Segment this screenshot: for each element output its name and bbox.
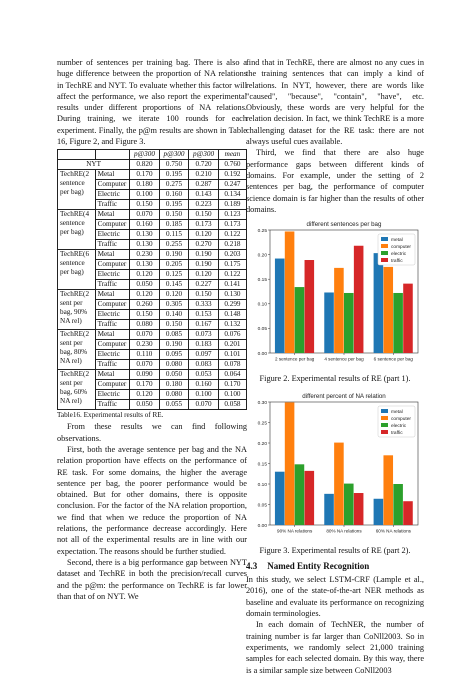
y-tick-label: 0.05 xyxy=(257,327,267,333)
table-cell: 0.167 xyxy=(189,320,219,330)
table-cell: 0.115 xyxy=(159,230,189,240)
section-heading xyxy=(246,561,424,571)
table-cell: 0.820 xyxy=(130,160,160,170)
table-cell: 0.180 xyxy=(130,180,160,190)
section-title: Named Entity Recognition xyxy=(267,561,370,572)
table-row-nyt xyxy=(58,160,247,170)
domain-label: Computer xyxy=(95,260,130,270)
table-cell: 0.760 xyxy=(218,160,246,170)
table-cell: 0.050 xyxy=(159,370,189,380)
legend-swatch-traffic xyxy=(381,430,388,434)
results-table xyxy=(57,149,247,410)
figure-2 xyxy=(246,217,424,372)
y-tick-label: 0.30 xyxy=(257,400,267,406)
table-cell: 0.150 xyxy=(159,320,189,330)
table-cell: 0.132 xyxy=(218,320,246,330)
domain-label: Computer xyxy=(95,380,130,390)
table-cell: 0.190 xyxy=(189,260,219,270)
legend-swatch-computer xyxy=(381,416,388,420)
domain-label: Metal xyxy=(95,210,130,220)
table-cell: 0.080 xyxy=(130,320,160,330)
domain-label: Electric xyxy=(95,190,130,200)
table-cell: 0.078 xyxy=(218,360,246,370)
table-cell: 0.160 xyxy=(130,220,160,230)
table-cell: 0.170 xyxy=(130,380,160,390)
domain-label: Traffic xyxy=(95,320,130,330)
bar-metal xyxy=(374,253,384,353)
table-cell: 0.100 xyxy=(218,390,246,400)
table-cell: 0.101 xyxy=(218,350,246,360)
domain-label: Electric xyxy=(95,350,130,360)
table-cell: 0.100 xyxy=(189,390,219,400)
x-tick-label: 6 sentence per bag xyxy=(373,356,414,362)
domain-label: Metal xyxy=(95,330,130,340)
table-cell: 0.150 xyxy=(189,210,219,220)
table-cell: 0.130 xyxy=(130,240,160,250)
table-cell: 0.180 xyxy=(159,380,189,390)
domain-label: Traffic xyxy=(95,240,130,250)
table-caption: Table16. Experimental results of RE. xyxy=(57,411,164,420)
table-row xyxy=(58,330,247,340)
left-column xyxy=(57,57,247,602)
bar-electric xyxy=(393,484,403,525)
table-cell: 0.270 xyxy=(189,240,219,250)
table-cell: 0.130 xyxy=(218,290,246,300)
table-cell: 0.260 xyxy=(130,300,160,310)
table-cell: 0.223 xyxy=(189,200,219,210)
chart-title: different percent of NA relation xyxy=(302,393,386,401)
table-cell: 0.175 xyxy=(218,260,246,270)
table-header-row xyxy=(58,150,247,160)
table-row xyxy=(58,370,247,380)
table-cell: 0.120 xyxy=(130,390,160,400)
chart-title: different sentences per bag xyxy=(306,221,382,229)
table-cell: 0.150 xyxy=(130,310,160,320)
group-label: TechRE(2 sent per bag, 60% NA rel) xyxy=(58,370,96,410)
table-cell: 0.218 xyxy=(218,240,246,250)
table-row xyxy=(58,170,247,180)
table-cell: 0.120 xyxy=(189,270,219,280)
x-tick-label: 60% NA relations xyxy=(375,528,411,534)
domain-label: Electric xyxy=(95,310,130,320)
table-cell: 0.205 xyxy=(159,260,189,270)
table-cell: 0.170 xyxy=(130,170,160,180)
right-paragraph-2: Third, we find that there are also huge performance gaps between different kinds of domains. For example, under the setting of 2 sentences per bag, the performance of computer science domain is far higher than the results of other domains. xyxy=(246,148,424,214)
legend-swatch-computer xyxy=(381,244,388,248)
table-cell: 0.203 xyxy=(218,250,246,260)
legend-label: traffic xyxy=(391,258,403,264)
legend-swatch-electric xyxy=(381,251,388,255)
table-cell: 0.201 xyxy=(218,340,246,350)
table-cell: 0.141 xyxy=(218,280,246,290)
group-label: TechRE(2 sentence per bag) xyxy=(58,170,96,210)
domain-label: Metal xyxy=(95,370,130,380)
table-body xyxy=(58,160,247,410)
table-cell: 0.058 xyxy=(218,400,246,410)
table-cell: 0.097 xyxy=(189,350,219,360)
table-cell: 0.333 xyxy=(189,300,219,310)
bar-computer xyxy=(285,232,295,354)
bar-computer xyxy=(334,268,344,353)
table-row xyxy=(58,250,247,260)
table-cell: 0.050 xyxy=(130,280,160,290)
bar-traffic xyxy=(305,471,315,525)
table-corner xyxy=(58,150,96,160)
left-paragraph-3: First, both the average sentence per bag and the NA relation proportion have effects on the performance of RE task. For some domains, the higher the average sentence per bag, the poorer performance would be obtained. But for other domains, there is opposite conclusion. For the factor of the NA relation proportion, we find that when we reduce the proportion of NA relations, the performance decrease accordingly. Here not all of the experimental results are in line with our expectation. The reasons should be further studied. xyxy=(57,444,247,556)
table-corner-2 xyxy=(95,150,130,160)
table-cell: 0.148 xyxy=(218,310,246,320)
section-number: 4.3 xyxy=(246,561,258,572)
y-tick-label: 0.05 xyxy=(257,503,267,509)
x-tick-label: 90% NA relations xyxy=(277,528,313,534)
table-cell: 0.275 xyxy=(159,180,189,190)
left-paragraph-1: number of sentences per training bag. There is also a huge difference between the proportion of NA relations in TechRE and NYT. To evaluate whether this factor will affect the performance, we also report the experimental results under different proportions of NA relations. During training, we iterate 100 rounds for each experiment. Finally, the p@m results are shown in Table 16, Figure 2, and Figure 3. xyxy=(57,58,247,147)
table-cell: 0.210 xyxy=(189,170,219,180)
bar-metal xyxy=(324,293,334,354)
y-tick-label: 0.25 xyxy=(257,421,267,427)
domain-label: Traffic xyxy=(95,360,130,370)
table-cell: 0.120 xyxy=(130,290,160,300)
group-label: TechRE(4 sentence per bag) xyxy=(58,210,96,250)
bar-traffic xyxy=(403,501,413,525)
left-paragraph-2: From these results we can find following observations. xyxy=(57,422,247,443)
table-cell: 0.287 xyxy=(189,180,219,190)
table-cell: 0.227 xyxy=(189,280,219,290)
table-cell: 0.076 xyxy=(218,330,246,340)
table-cell: 0.150 xyxy=(189,290,219,300)
y-tick-label: 0.15 xyxy=(257,278,267,284)
bar-electric xyxy=(344,293,354,353)
x-tick-label: 2 sentence per bag xyxy=(274,356,315,362)
table-cell: 0.750 xyxy=(159,160,189,170)
table-cell: 0.140 xyxy=(159,310,189,320)
table-cell: 0.230 xyxy=(130,340,160,350)
table-cell: 0.095 xyxy=(159,350,189,360)
legend-swatch-traffic xyxy=(381,258,388,262)
table-cell: 0.143 xyxy=(189,190,219,200)
table-cell: 0.185 xyxy=(159,220,189,230)
table-cell: 0.080 xyxy=(159,390,189,400)
table-cell: 0.230 xyxy=(130,250,160,260)
table-cell: 0.100 xyxy=(130,190,160,200)
domain-label: Metal xyxy=(95,290,130,300)
bar-traffic xyxy=(354,246,364,353)
domain-label: Electric xyxy=(95,390,130,400)
y-tick-label: 0.20 xyxy=(257,441,267,447)
table-cell: 0.720 xyxy=(189,160,219,170)
table-header: mean xyxy=(218,150,246,160)
bar-metal xyxy=(275,472,285,525)
table-cell: 0.120 xyxy=(159,290,189,300)
table-cell: 0.192 xyxy=(218,170,246,180)
table-cell: 0.110 xyxy=(130,350,160,360)
table-cell: 0.134 xyxy=(218,190,246,200)
table-cell: 0.120 xyxy=(189,230,219,240)
legend-label: computer xyxy=(391,244,411,250)
table-cell: 0.190 xyxy=(189,250,219,260)
domain-label: Computer xyxy=(95,220,130,230)
legend-label: electric xyxy=(391,251,407,257)
table-cell: 0.247 xyxy=(218,180,246,190)
table-cell: 0.153 xyxy=(189,310,219,320)
table-header: p@300 xyxy=(159,150,189,160)
table-cell: 0.070 xyxy=(130,330,160,340)
legend-swatch-metal xyxy=(381,409,388,413)
bar-chart-na-relation xyxy=(246,389,424,539)
table-cell: 0.125 xyxy=(159,270,189,280)
table-cell: 0.195 xyxy=(159,170,189,180)
x-tick-label: 80% NA relations xyxy=(326,528,362,534)
domain-label: Traffic xyxy=(95,400,130,410)
legend-label: traffic xyxy=(391,430,403,436)
table-cell: 0.053 xyxy=(189,370,219,380)
table-cell: 0.085 xyxy=(159,330,189,340)
table-header: p@300 xyxy=(189,150,219,160)
table-cell: 0.122 xyxy=(218,270,246,280)
bar-electric xyxy=(295,287,305,353)
legend-swatch-metal xyxy=(381,237,388,241)
right-paragraph-1: find that in TechRE, there are almost no any cues in the training sentences that can imply a kind of relations. In NYT, however, there are words like "caused", "because", "contain", "have", etc. Obviously, these words are very helpful for the relation decision. In fact, we think TechRE is a more challenging dataset for the RE task: there are not always useful cues available. xyxy=(246,58,424,147)
table-cell: 0.130 xyxy=(130,230,160,240)
bar-metal xyxy=(275,259,285,353)
bar-computer xyxy=(334,443,344,525)
y-tick-label: 0.00 xyxy=(257,523,267,529)
legend-label: computer xyxy=(391,416,411,422)
table-cell: 0.173 xyxy=(189,220,219,230)
table-row xyxy=(58,210,247,220)
table-cell: 0.145 xyxy=(159,280,189,290)
table-cell: 0.160 xyxy=(189,380,219,390)
group-label: TechRE(2 sent per bag, 80% NA rel) xyxy=(58,330,96,370)
bar-computer xyxy=(383,267,393,353)
y-tick-label: 0.20 xyxy=(257,253,267,259)
table-cell: 0.150 xyxy=(130,200,160,210)
table-cell: 0.305 xyxy=(159,300,189,310)
table-row xyxy=(58,290,247,300)
y-tick-label: 0.25 xyxy=(257,228,267,234)
bar-electric xyxy=(295,464,305,525)
table-cell: 0.189 xyxy=(218,200,246,210)
legend-swatch-electric xyxy=(381,423,388,427)
figure-2-caption: Figure 2. Experimental results of RE (part 1). xyxy=(259,374,411,384)
table-cell: 0.070 xyxy=(189,400,219,410)
table-cell: 0.083 xyxy=(189,360,219,370)
bar-chart-sentences-per-bag xyxy=(246,217,424,367)
legend-label: electric xyxy=(391,423,407,429)
table-cell: 0.183 xyxy=(189,340,219,350)
table-cell: 0.195 xyxy=(159,200,189,210)
right-paragraph-4: In each domain of TechNER, the number of training number is far larger than CoNll2003. So in experiments, we randomly select 21,000 training samples for each selected domain. By this way, there is a similar sample size between CoNll2003 xyxy=(246,620,424,675)
domain-label: Computer xyxy=(95,180,130,190)
table-cell: 0.150 xyxy=(159,210,189,220)
table-cell: 0.070 xyxy=(130,360,160,370)
legend-label: metal xyxy=(391,409,403,415)
table-cell: 0.120 xyxy=(130,270,160,280)
bar-traffic xyxy=(305,260,315,353)
table-cell: 0.122 xyxy=(218,230,246,240)
group-label: TechRE(6 sentence per bag) xyxy=(58,250,96,290)
bar-computer xyxy=(285,403,295,526)
right-paragraph-3: In this study, we select LSTM-CRF (Lample et al., 2016), one of the state-of-the-art NER methods as baseline and evaluate its performance on recognizing domain terminologies. xyxy=(246,575,424,619)
table-cell: 0.070 xyxy=(130,210,160,220)
table-cell: 0.160 xyxy=(159,190,189,200)
domain-label: Traffic xyxy=(95,200,130,210)
y-tick-label: 0.15 xyxy=(257,462,267,468)
figure-3-caption: Figure 3. Experimental results of RE (part 2). xyxy=(259,546,411,556)
table-cell: 0.170 xyxy=(218,380,246,390)
left-paragraph-4: Second, there is a big performance gap between NYT dataset and TechRE in both the precision/recall curves and the p@m: the performance on TechRE is far lower than that of on NYT. We xyxy=(57,557,247,601)
table-header: p@300 xyxy=(130,150,160,160)
right-column xyxy=(246,57,424,676)
domain-label: Electric xyxy=(95,230,130,240)
bar-metal xyxy=(374,499,384,525)
y-tick-label: 0.10 xyxy=(257,302,267,308)
table-cell: 0.055 xyxy=(159,400,189,410)
table-cell: 0.064 xyxy=(218,370,246,380)
table-cell: 0.299 xyxy=(218,300,246,310)
y-tick-label: 0.10 xyxy=(257,482,267,488)
bar-electric xyxy=(393,293,403,353)
bar-metal xyxy=(324,494,334,525)
bar-electric xyxy=(344,484,354,525)
domain-label: Metal xyxy=(95,250,130,260)
figure-3 xyxy=(246,389,424,544)
table-cell: 0.173 xyxy=(218,220,246,230)
table-cell: 0.123 xyxy=(218,210,246,220)
y-tick-label: 0.00 xyxy=(257,351,267,357)
domain-label: Computer xyxy=(95,340,130,350)
domain-label: Electric xyxy=(95,270,130,280)
domain-label: Traffic xyxy=(95,280,130,290)
group-label: TechRE(2 sent per bag, 90% NA rel) xyxy=(58,290,96,330)
bar-computer xyxy=(383,455,393,525)
table-cell: 0.090 xyxy=(130,370,160,380)
domain-label: Computer xyxy=(95,300,130,310)
row-label: NYT xyxy=(58,160,130,170)
table-cell: 0.190 xyxy=(159,340,189,350)
table-cell: 0.050 xyxy=(130,400,160,410)
legend-label: metal xyxy=(391,237,403,243)
table-cell: 0.073 xyxy=(189,330,219,340)
domain-label: Metal xyxy=(95,170,130,180)
table-cell: 0.080 xyxy=(159,360,189,370)
x-tick-label: 4 sentence per bag xyxy=(324,356,364,362)
table-cell: 0.255 xyxy=(159,240,189,250)
table-cell: 0.130 xyxy=(130,260,160,270)
bar-traffic xyxy=(403,284,413,353)
table-cell: 0.190 xyxy=(159,250,189,260)
bar-traffic xyxy=(354,493,364,525)
